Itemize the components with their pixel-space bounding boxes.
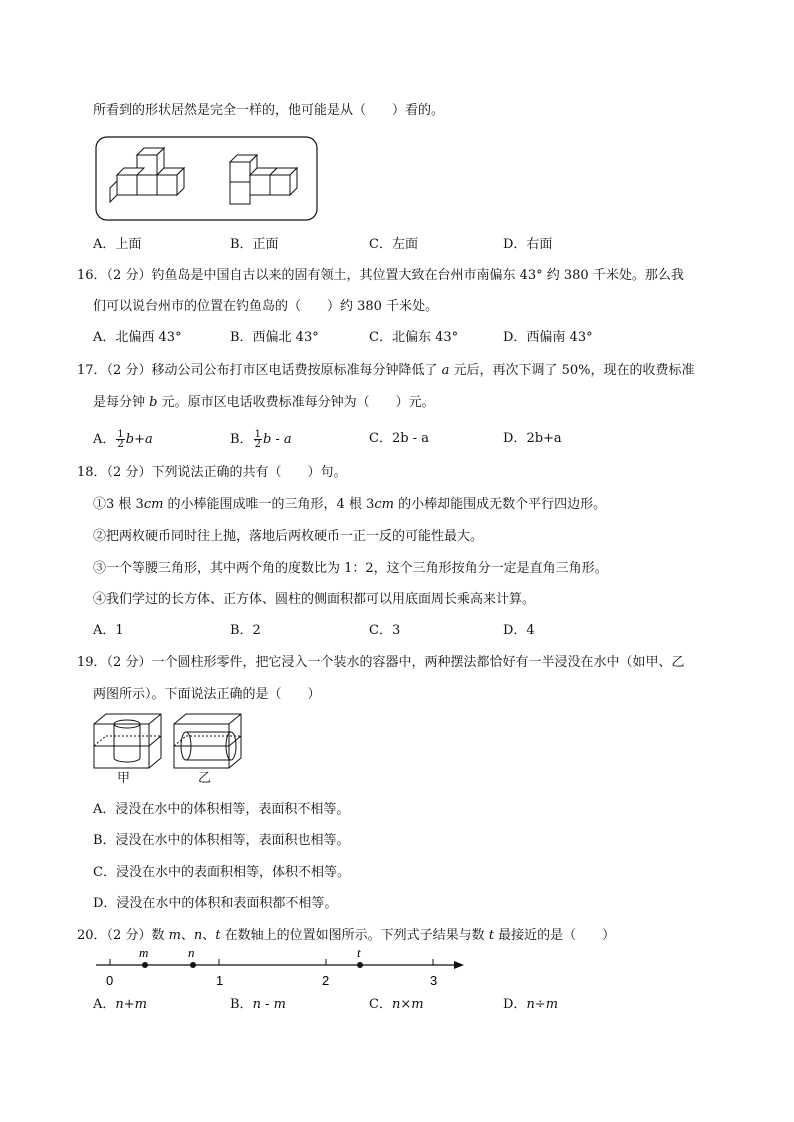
- q15-option-a[interactable]: A．上面: [93, 237, 142, 252]
- q18-option-c[interactable]: C．3: [369, 623, 401, 638]
- q16-option-b[interactable]: B．西偏北 43°: [230, 330, 319, 345]
- q20-options: [93, 996, 733, 1014]
- fraction-half: $\frac{1}{2}$: [117, 429, 124, 450]
- label-jia: 甲: [117, 771, 131, 786]
- point-label-m: m: [139, 945, 149, 960]
- q18-statement-2: ②把两枚硬币同时往上抛，落地后两枚硬币一正一反的可能性最大。: [93, 529, 484, 544]
- q18-statement-3: ③一个等腰三角形，其中两个角的度数比为 1：2，这个三角形按角分一定是直角三角形。: [93, 561, 608, 576]
- q17-stem-line2: 是每分钟 b 元。原市区电话收费标准每分钟为（ ）元。: [93, 395, 435, 410]
- q15-option-d[interactable]: D．右面: [503, 237, 553, 252]
- q20-option-a[interactable]: A．n+m: [93, 997, 147, 1012]
- q17-stem-line1: 17．（2 分）移动公司公布打市区电话费按原标准每分钟降低了 a 元后，再次下调了 50%，现在的收费标准: [77, 363, 695, 378]
- q16-option-c[interactable]: C．北偏东 43°: [369, 330, 459, 345]
- point-label-n: n: [188, 945, 195, 960]
- q18-stem: 18．（2 分）下列说法正确的共有（ ）句。: [77, 465, 347, 480]
- tick-label-0: 0: [106, 973, 114, 988]
- cube-shape-left: [110, 148, 184, 202]
- q16-stem-line2: 们可以说台州市的位置在钓鱼岛的（ ）约 380 千米处。: [93, 299, 439, 314]
- q17-option-c[interactable]: C．2b - a: [369, 431, 429, 446]
- point-m: [142, 962, 148, 968]
- container-jia: [94, 714, 161, 768]
- q19-stem-line1: 19．（2 分）一个圆柱形零件，把它浸入一个装水的容器中，两种摆法都恰好有一半浸没在水中（如甲、乙: [77, 655, 685, 670]
- q19-container-figures: [90, 710, 250, 790]
- label-yi: 乙: [198, 771, 212, 786]
- q18-option-d[interactable]: D．4: [503, 623, 535, 638]
- q15-intro: 所看到的形状居然是完全一样的，他可能是从（ ）看的。: [93, 103, 445, 118]
- q20-option-d[interactable]: D．n÷m: [503, 997, 559, 1012]
- q19-option-a[interactable]: A．浸没在水中的体积相等，表面积不相等。: [93, 802, 350, 817]
- q16-option-d[interactable]: D．西偏南 43°: [503, 330, 593, 345]
- q18-statement-1: ①3 根 3cm 的小棒能围成唯一的三角形，4 根 3cm 的小棒却能围成无数个平行四边形。: [93, 497, 607, 512]
- q19-option-c[interactable]: C．浸没在水中的表面积相等，体积不相等。: [93, 865, 350, 880]
- q16-options: [93, 329, 733, 347]
- q20-stem: 20．（2 分）数 m、n、t 在数轴上的位置如图所示。下列式子结果与数 t 最接近的是（ ）: [77, 928, 616, 943]
- q20-option-b[interactable]: B．n - m: [230, 997, 286, 1012]
- q17-option-a[interactable]: A． $\frac{1}{2}$ b+a: [93, 429, 153, 450]
- q15-option-b[interactable]: B．正面: [230, 237, 279, 252]
- fraction-half: $\frac{1}{2}$: [254, 429, 261, 450]
- q17-option-d[interactable]: D．2b+a: [503, 431, 562, 446]
- tick-label-3: 3: [430, 973, 438, 988]
- q16-option-a[interactable]: A．北偏西 43°: [93, 330, 182, 345]
- q19-option-d[interactable]: D．浸没在水中的体积和表面积都不相等。: [93, 896, 338, 911]
- q19-stem-line2: 两图所示）。下面说法正确的是（ ）: [93, 687, 321, 702]
- q19-option-b[interactable]: B．浸没在水中的体积相等，表面积也相等。: [93, 833, 350, 848]
- tick-label-2: 2: [322, 973, 330, 988]
- q18-statement-4: ④我们学过的长方体、正方体、圆柱的侧面积都可以用底面周长乘高来计算。: [93, 592, 536, 607]
- q16-stem-line1: 16．（2 分）钓鱼岛是中国自古以来的固有领土，其位置大致在台州市南偏东 43° 约 380 千米处。那么我: [77, 268, 684, 283]
- q17-option-b[interactable]: B． $\frac{1}{2}$ b - a: [230, 429, 292, 450]
- point-t: [357, 962, 363, 968]
- q18-option-b[interactable]: B．2: [230, 623, 261, 638]
- q17-options: [93, 430, 733, 448]
- q15-figure: [93, 134, 321, 224]
- q15-option-c[interactable]: C．左面: [369, 237, 418, 252]
- q18-options: [93, 622, 733, 640]
- point-n: [190, 962, 196, 968]
- container-yi: [174, 714, 241, 768]
- q18-option-a[interactable]: A．1: [93, 623, 124, 638]
- tick-label-1: 1: [216, 973, 224, 988]
- number-line: [90, 945, 470, 993]
- q20-option-c[interactable]: C．n×m: [369, 997, 424, 1012]
- cube-shape-right: [230, 155, 297, 204]
- point-label-t: t: [357, 945, 361, 960]
- q15-options: [93, 236, 733, 254]
